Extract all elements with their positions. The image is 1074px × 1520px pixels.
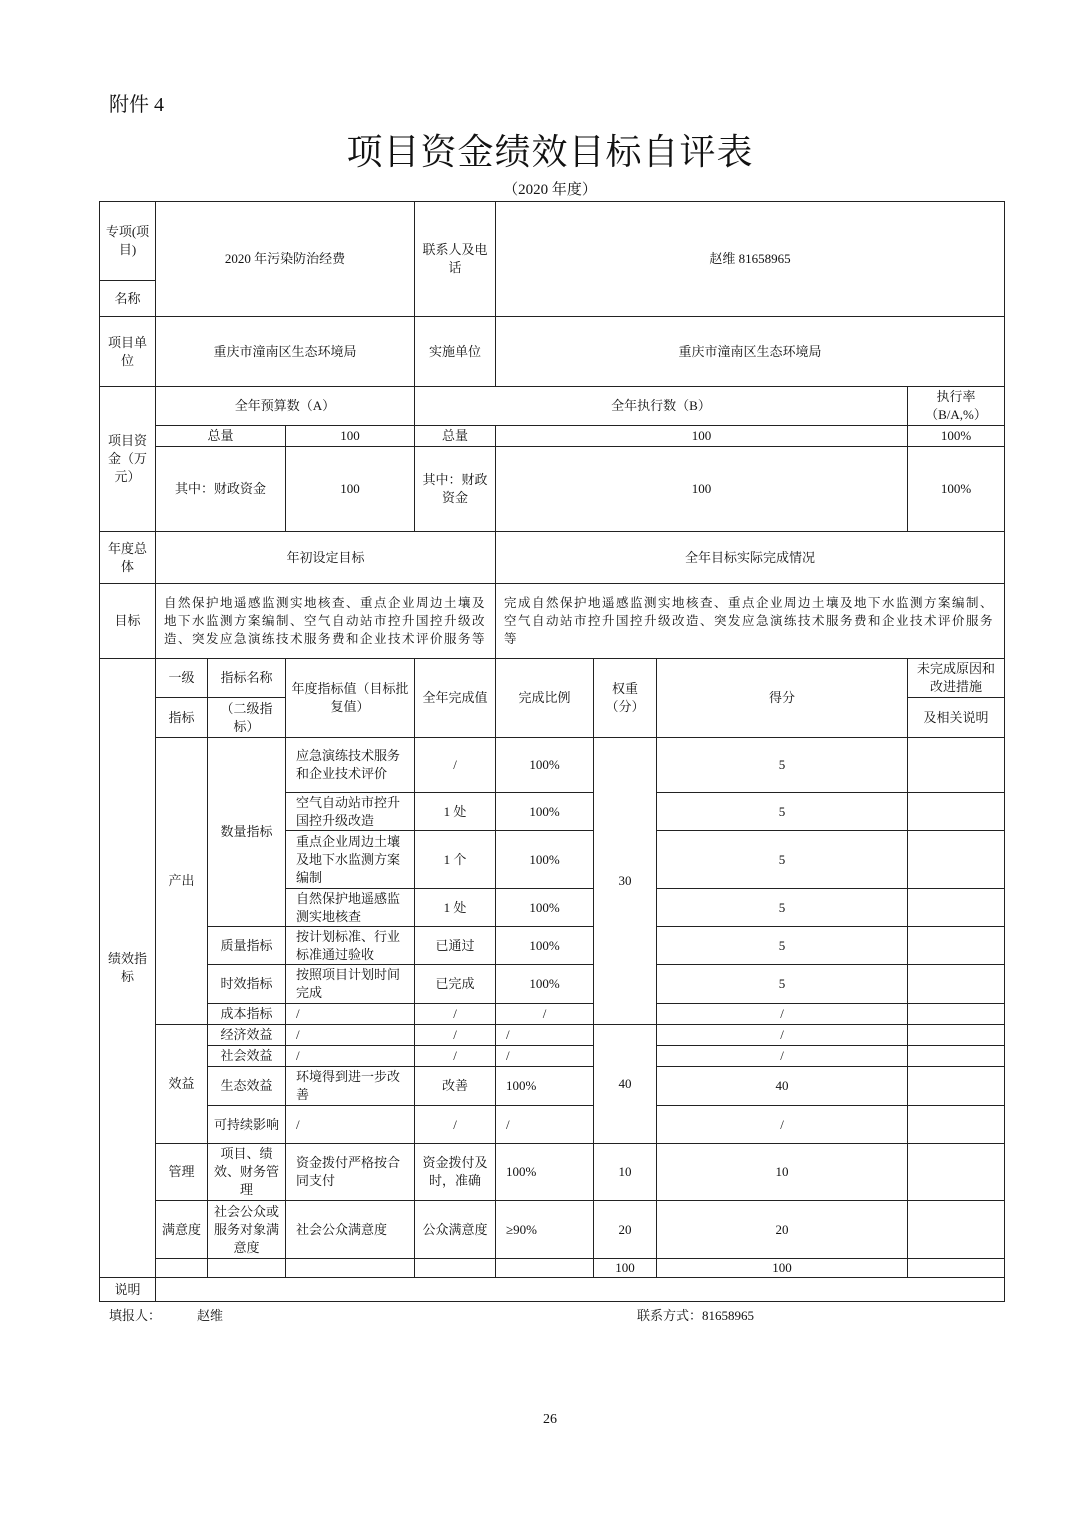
table-row-target: / xyxy=(286,1004,415,1025)
table-row-score: 5 xyxy=(657,927,908,965)
table-row-reason xyxy=(908,1067,1005,1106)
filler-name: 赵维 xyxy=(197,1308,224,1323)
table-row-target: 重点企业周边土壤及地下水监测方案编制 xyxy=(286,831,415,889)
evaluation-table xyxy=(99,201,1005,1302)
label-performance: 绩效指标 xyxy=(100,659,156,1278)
table-row-name: 生态效益 xyxy=(208,1067,286,1106)
table-row-target: / xyxy=(286,1106,415,1144)
table-row-ratio: / xyxy=(496,1046,594,1067)
table-row-ratio: / xyxy=(496,1025,594,1046)
table-row-done: / xyxy=(415,1025,496,1046)
table-row-name: 经济效益 xyxy=(208,1025,286,1046)
table-row-target: 按照项目计划时间完成 xyxy=(286,965,415,1004)
label-impl: 实施单位 xyxy=(415,317,496,387)
satisfaction-label: 满意度 xyxy=(156,1201,208,1259)
table-row-done: 1 处 xyxy=(415,793,496,831)
table-row-ratio: / xyxy=(496,1004,594,1025)
table-row-done: 改善 xyxy=(415,1067,496,1106)
satisfaction-name: 社会公众或服务对象满意度 xyxy=(208,1201,286,1259)
satisfaction-reason xyxy=(908,1201,1005,1259)
table-row-ratio: 100% xyxy=(496,927,594,965)
header-reason-b: 及相关说明 xyxy=(908,698,1005,738)
fiscal-label-exec: 其中：财政资金 xyxy=(415,447,496,532)
table-row-score: 40 xyxy=(657,1067,908,1106)
actual-goal: 完成自然保护地遥感监测实地核查、重点企业周边土壤及地下水监测方案编制、空气自动站市控升国控升级改造、突发应急演练技术服务费和企业技术评价服务等 xyxy=(496,584,1005,659)
label-project: 专项(项目) xyxy=(100,202,156,281)
table-row-score: 5 xyxy=(657,889,908,927)
header-weight: 权重（分） xyxy=(594,659,657,738)
satisfaction-target: 社会公众满意度 xyxy=(286,1201,415,1259)
output-label: 产出 xyxy=(156,738,208,1025)
initial-goal: 自然保护地遥感监测实地核查、重点企业周边土壤及地下水监测方案编制、空气自动站市控升国控升级改造、突发应急演练技术服务费和企业技术评价服务等 xyxy=(156,584,496,659)
year-label: （2020 年度） xyxy=(503,182,597,198)
attachment-label: 附件 4 xyxy=(109,94,164,116)
table-row-target: 空气自动站市控升国控升级改造 xyxy=(286,793,415,831)
table-row-reason xyxy=(908,889,1005,927)
fiscal-label: 其中：财政资金 xyxy=(156,447,286,532)
actual-header: 全年目标实际完成情况 xyxy=(496,532,1005,584)
table-row-score: / xyxy=(657,1025,908,1046)
table-row-reason xyxy=(908,738,1005,793)
header-done: 全年完成值 xyxy=(415,659,496,738)
mgmt-weight: 10 xyxy=(594,1144,657,1201)
table-row-score: / xyxy=(657,1004,908,1025)
page-title: 项目资金绩效目标自评表 xyxy=(346,132,754,173)
table-row-ratio: 100% xyxy=(496,738,594,793)
table-row-done: 1 处 xyxy=(415,889,496,927)
total-empty xyxy=(286,1259,415,1278)
table-row-ratio: 100% xyxy=(496,889,594,927)
table-row-done: 1 个 xyxy=(415,831,496,889)
table-row-ratio: 100% xyxy=(496,1067,594,1106)
footer-contact: 联系方式：81658965 xyxy=(637,1308,755,1323)
total-empty xyxy=(208,1259,286,1278)
unit-value: 重庆市潼南区生态环境局 xyxy=(156,317,415,387)
table-row-reason xyxy=(908,965,1005,1004)
table-row-target: 按计划标准、行业标准通过验收 xyxy=(286,927,415,965)
table-row-done: 已通过 xyxy=(415,927,496,965)
table-row-reason xyxy=(908,1046,1005,1067)
fiscal-exec: 100 xyxy=(496,447,908,532)
header-name-b: （二级指标） xyxy=(208,698,286,738)
time-label: 时效指标 xyxy=(208,965,286,1004)
total-budget: 100 xyxy=(286,426,415,447)
header-target: 年度指标值（目标批复值） xyxy=(286,659,415,738)
table-row-score: 5 xyxy=(657,831,908,889)
satisfaction-done: 公众满意度 xyxy=(415,1201,496,1259)
qty-label: 数量指标 xyxy=(208,738,286,927)
label-goal: 目标 xyxy=(100,584,156,659)
table-row-reason xyxy=(908,1025,1005,1046)
total-empty xyxy=(496,1259,594,1278)
table-row-reason xyxy=(908,793,1005,831)
table-row-reason xyxy=(908,927,1005,965)
table-row-target: 环境得到进一步改善 xyxy=(286,1067,415,1106)
table-row-target: 应急演练技术服务和企业技术评价 xyxy=(286,738,415,793)
table-row-target: 自然保护地遥感监测实地核查 xyxy=(286,889,415,927)
header-reason: 未完成原因和改进措施 xyxy=(908,659,1005,698)
note-label: 说明 xyxy=(100,1278,156,1302)
quality-label: 质量指标 xyxy=(208,927,286,965)
fiscal-rate: 100% xyxy=(908,447,1005,532)
header-score: 得分 xyxy=(657,659,908,738)
label-unit: 项目单位 xyxy=(100,317,156,387)
note-value xyxy=(156,1278,1005,1302)
table-row-ratio: 100% xyxy=(496,793,594,831)
table-row-target: / xyxy=(286,1025,415,1046)
total-label-exec: 总量 xyxy=(415,426,496,447)
mgmt-name: 项目、绩效、财务管理 xyxy=(208,1144,286,1201)
table-row-ratio: 100% xyxy=(496,831,594,889)
table-row-done: 已完成 xyxy=(415,965,496,1004)
total-rate: 100% xyxy=(908,426,1005,447)
total-empty xyxy=(415,1259,496,1278)
benefit-label: 效益 xyxy=(156,1025,208,1144)
table-row-score: / xyxy=(657,1046,908,1067)
header-ratio: 完成比例 xyxy=(496,659,594,738)
header-level1: 一级 xyxy=(156,659,208,698)
table-row-score: 5 xyxy=(657,793,908,831)
table-row-score: / xyxy=(657,1106,908,1144)
header-name: 指标名称 xyxy=(208,659,286,698)
label-overall: 年度总体 xyxy=(100,532,156,584)
mgmt-target: 资金拨付严格按合同支付 xyxy=(286,1144,415,1201)
total-exec: 100 xyxy=(496,426,908,447)
total-empty xyxy=(908,1259,1005,1278)
satisfaction-ratio: ≥90% xyxy=(496,1201,594,1259)
contact-value: 赵维 81658965 xyxy=(496,202,1005,317)
table-row-score: 5 xyxy=(657,965,908,1004)
page-number: 26 xyxy=(543,1412,557,1427)
label-funds: 项目资金（万元） xyxy=(100,387,156,532)
output-weight: 30 xyxy=(594,738,657,1025)
satisfaction-score: 20 xyxy=(657,1201,908,1259)
total-weight: 100 xyxy=(594,1259,657,1278)
table-row-done: / xyxy=(415,1106,496,1144)
table-row-target: / xyxy=(286,1046,415,1067)
mgmt-reason xyxy=(908,1144,1005,1201)
table-row-done: / xyxy=(415,738,496,793)
mgmt-score: 10 xyxy=(657,1144,908,1201)
mgmt-label: 管理 xyxy=(156,1144,208,1201)
project-name: 2020 年污染防治经费 xyxy=(156,202,415,317)
label-contact: 联系人及电话 xyxy=(415,202,496,317)
exec-header: 全年执行数（B） xyxy=(415,387,908,426)
cost-label: 成本指标 xyxy=(208,1004,286,1025)
fiscal-budget: 100 xyxy=(286,447,415,532)
table-row-reason xyxy=(908,831,1005,889)
mgmt-ratio: 100% xyxy=(496,1144,594,1201)
impl-value: 重庆市潼南区生态环境局 xyxy=(496,317,1005,387)
mgmt-done: 资金拨付及时，准确 xyxy=(415,1144,496,1201)
table-row-reason xyxy=(908,1106,1005,1144)
table-row-done: / xyxy=(415,1004,496,1025)
total-empty xyxy=(156,1259,208,1278)
table-row-score: 5 xyxy=(657,738,908,793)
filler-label: 填报人： xyxy=(109,1308,162,1323)
label-name: 名称 xyxy=(100,281,156,317)
table-row-name: 社会效益 xyxy=(208,1046,286,1067)
satisfaction-weight: 20 xyxy=(594,1201,657,1259)
header-level1-b: 指标 xyxy=(156,698,208,738)
benefit-weight: 40 xyxy=(594,1025,657,1144)
total-score: 100 xyxy=(657,1259,908,1278)
table-row-reason xyxy=(908,1004,1005,1025)
rate-header: 执行率（B/A,%） xyxy=(908,387,1005,426)
table-row-ratio: / xyxy=(496,1106,594,1144)
budget-header: 全年预算数（A） xyxy=(156,387,415,426)
initial-header: 年初设定目标 xyxy=(156,532,496,584)
total-label: 总量 xyxy=(156,426,286,447)
table-row-ratio: 100% xyxy=(496,965,594,1004)
table-row-done: / xyxy=(415,1046,496,1067)
table-row-name: 可持续影响 xyxy=(208,1106,286,1144)
